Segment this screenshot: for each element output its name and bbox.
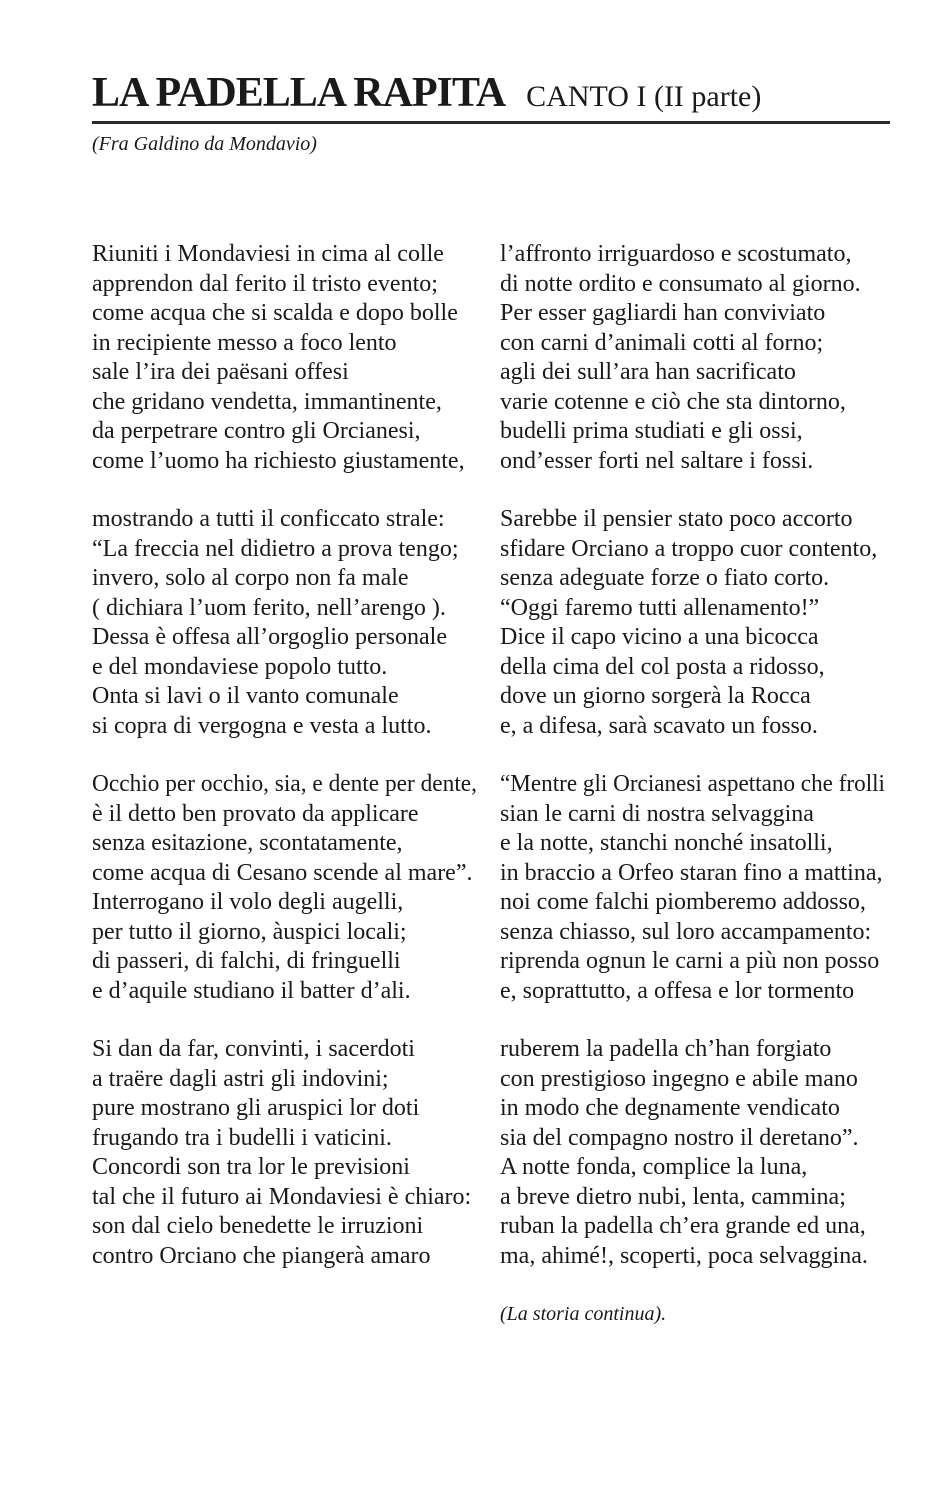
poem-line: Dessa è offesa all’orgoglio personale: [92, 624, 447, 650]
poem-line: da perpetrare contro gli Orcianesi,: [92, 418, 421, 444]
poem-line: e la notte, stanchi nonché insatolli,: [500, 830, 833, 856]
poem-line: come acqua di Cesano scende al mare”.: [92, 859, 473, 886]
stanza: [92, 240, 477, 476]
poem-line: A notte fonda, complice la luna,: [500, 1154, 808, 1180]
poem-line: della cima del col posta a ridosso,: [500, 653, 825, 680]
poem-line: in braccio a Orfeo staran fino a mattina,: [500, 859, 883, 886]
stanza: [92, 1035, 477, 1271]
poem-line: senza esitazione, scontatamente,: [92, 830, 403, 856]
stanza: [500, 505, 885, 741]
poem-line: sia del compagno nostro il deretano”.: [500, 1124, 859, 1151]
poem-line: e, soprattutto, a offesa e lor tormento: [500, 977, 855, 1004]
title-row: [92, 72, 890, 124]
poem-line: e, a difesa, sarà scavato un fosso.: [500, 712, 818, 739]
poem-line: invero, solo al corpo non fa male: [92, 565, 409, 591]
poem-line: senza adeguate forze o fiato corto.: [500, 565, 830, 591]
stanza: [500, 770, 885, 1006]
poem-column-left: [92, 240, 477, 1300]
continuation-note: (La storia continua).: [500, 1303, 667, 1325]
poem-line: l’affronto irriguardoso e scostumato,: [500, 241, 852, 267]
poem-line: “Mentre gli Orcianesi aspettano che frolli: [500, 771, 885, 797]
poem-line: pure mostrano gli aruspici lor doti: [92, 1095, 420, 1121]
stanza: [92, 505, 477, 741]
poem-column-right: [500, 240, 885, 1300]
poem: [92, 240, 906, 1326]
poem-line: ond’esser forti nel saltare i fossi.: [500, 447, 814, 474]
stanza: [500, 240, 885, 476]
poem-line: in modo che degnamente vendicato: [500, 1095, 840, 1121]
poem-line: varie cotenne e ciò che sta dintorno,: [500, 388, 846, 415]
poem-line: come acqua che si scalda e dopo bolle: [92, 300, 458, 326]
poem-line: agli dei sull’ara han sacrificato: [500, 359, 796, 385]
stanza: [92, 770, 477, 1006]
poem-line: Occhio per occhio, sia, e dente per dente,: [92, 771, 477, 797]
poem-line: riprenda ognun le carni a più non posso: [500, 948, 880, 974]
stanza: [500, 1035, 885, 1271]
poem-line: mostrando a tutti il conficcato strale:: [92, 506, 445, 532]
poem-line: Onta si lavi o il vanto comunale: [92, 683, 399, 709]
poem-line: contro Orciano che piangerà amaro: [92, 1242, 431, 1269]
poem-line: con prestigioso ingegno e abile mano: [500, 1065, 858, 1092]
poem-line: a traëre dagli astri gli indovini;: [92, 1065, 389, 1092]
page-title: LA PADELLA RAPITA: [92, 70, 506, 116]
poem-line: sfidare Orciano a troppo cuor contento,: [500, 535, 878, 562]
poem-line: ( dichiara l’uom ferito, nell’arengo ).: [92, 594, 446, 621]
poem-line: Riuniti i Mondaviesi in cima al colle: [92, 241, 444, 267]
poem-line: è il detto ben provato da applicare: [92, 800, 419, 827]
poem-line: ruberem la padella ch’han forgiato: [500, 1036, 832, 1062]
poem-line: a breve dietro nubi, lenta, cammina;: [500, 1183, 846, 1210]
poem-line: in recipiente messo a foco lento: [92, 329, 397, 356]
poem-line: di passeri, di falchi, di fringuelli: [92, 948, 401, 974]
poem-line: apprendon dal ferito il tristo evento;: [92, 270, 438, 297]
poem-line: per tutto il giorno, àuspici locali;: [92, 918, 407, 945]
poem-line: Sarebbe il pensier stato poco accorto: [500, 506, 853, 532]
poem-line: senza chiasso, sul loro accampamento:: [500, 918, 872, 945]
poem-line: Per esser gagliardi han conviviato: [500, 300, 826, 326]
poem-line: frugando tra i budelli i vaticini.: [92, 1124, 392, 1151]
poem-line: “Oggi faremo tutti allenamento!”: [500, 594, 820, 621]
poem-line: tal che il futuro ai Mondaviesi è chiaro:: [92, 1183, 472, 1210]
poem-line: che gridano vendetta, immantinente,: [92, 388, 442, 415]
poem-line: “La freccia nel didietro a prova tengo;: [92, 535, 459, 562]
poem-line: sian le carni di nostra selvaggina: [500, 800, 814, 827]
poem-line: Dice il capo vicino a una bicocca: [500, 624, 819, 650]
poem-line: Concordi son tra lor le previsioni: [92, 1154, 410, 1180]
poem-line: ma, ahimé!, scoperti, poca selvaggina.: [500, 1242, 868, 1269]
poem-line: di notte ordito e consumato al giorno.: [500, 270, 861, 297]
author-byline: (Fra Galdino da Mondavio): [92, 133, 317, 155]
poem-line: con carni d’animali cotti al forno;: [500, 329, 824, 356]
poem-line: Si dan da far, convinti, i sacerdoti: [92, 1036, 415, 1062]
poem-line: sale l’ira dei paësani offesi: [92, 359, 349, 385]
poem-line: e d’aquile studiano il batter d’ali.: [92, 977, 411, 1004]
poem-line: noi come falchi piomberemo addosso,: [500, 889, 866, 915]
poem-line: come l’uomo ha richiesto giustamente,: [92, 447, 465, 474]
poem-line: dove un giorno sorgerà la Rocca: [500, 683, 811, 709]
page-subtitle: CANTO I (II parte): [526, 80, 762, 113]
poem-line: son dal cielo benedette le irruzioni: [92, 1213, 424, 1239]
poem-line: budelli prima studiati e gli ossi,: [500, 418, 803, 444]
poem-line: ruban la padella ch’era grande ed una,: [500, 1213, 866, 1239]
poem-line: Interrogano il volo degli augelli,: [92, 889, 404, 915]
poem-line: si copra di vergogna e vesta a lutto.: [92, 712, 432, 739]
poem-line: e del mondaviese popolo tutto.: [92, 653, 388, 680]
